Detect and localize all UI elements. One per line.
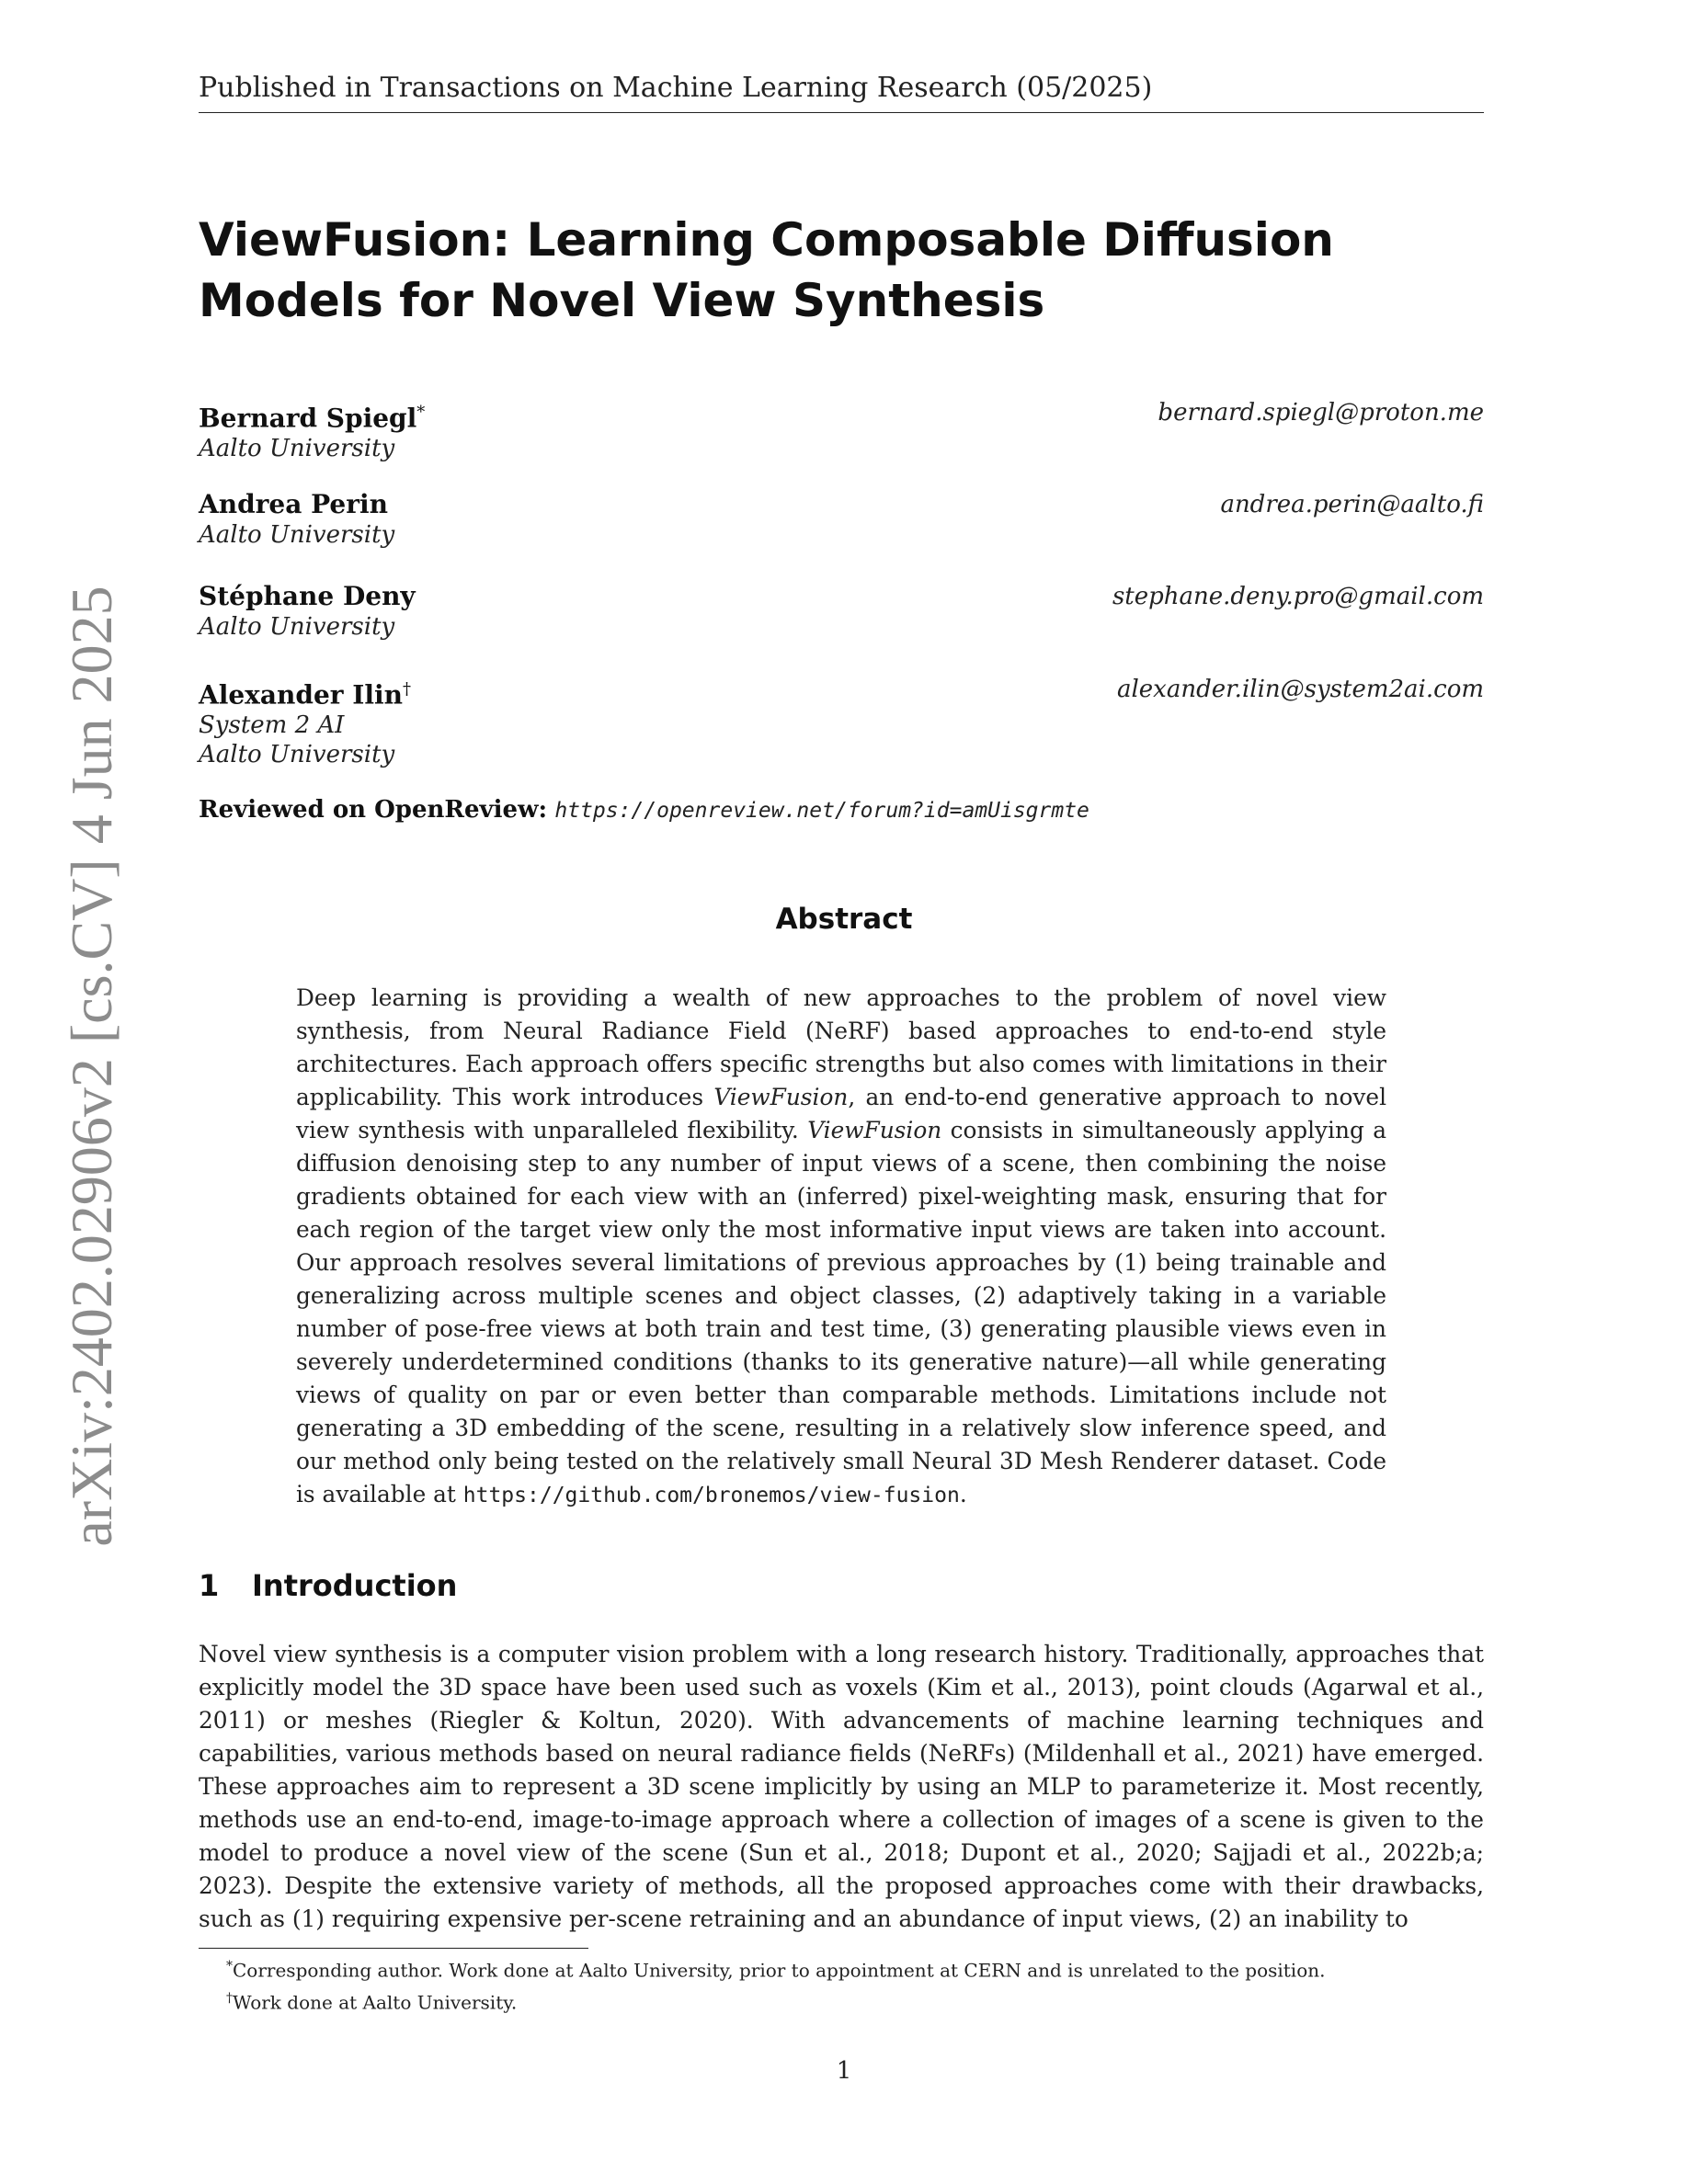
openreview-label: Reviewed on OpenReview: [199, 796, 548, 824]
journal-header: Published in Transactions on Machine Learning Research (05/2025) [199, 72, 1484, 113]
author-email[interactable]: andrea.perin@aalto.fi [1220, 491, 1484, 518]
paper-title: ViewFusion: Learning Composable Diffusion Models for Novel View Synthesis [199, 213, 1334, 327]
section-heading [199, 1568, 457, 1603]
author-name: Stéphane Deny [199, 581, 416, 611]
footnote: †Work done at Aalto University. [226, 1990, 518, 2014]
abstract-text: Deep learning is providing a wealth of new approaches to the problem of novel view synthesis, from Neural Radiance Field (NeRF) based approaches to end-to-end style architectures. Each approach offers specific strengths but also comes with limitations in their applicability. This work introduces ViewFusion, an end-to-end generative approach to novel view synthesis with unparalleled flexibility. ViewFusion consists in simultaneously applying a diffusion denoising step to any number of input views of a scene, then combining the noise gradients obtained for each view with an (inferred) pixel-weighting mask, ensuring that for each region of the target view only the most informative input views are taken into account. Our approach resolves several limitations of previous approaches by (1) being trainable and generalizing across multiple scenes and object classes, (2) adaptively taking in a variable number of pose-free views at both train and test time, (3) generating plausible views even in severely underdetermined conditions (thanks to its generative nature)—all while generating views of quality on par or even better than comparable methods. Limitations include not generating a 3D embedding of the scene, resulting in a relatively slow inference speed, and our method only being tested on the relatively small Neural 3D Mesh Renderer dataset. Code is available at https://github.com/bronemos/view-fusion. [296, 984, 1386, 1507]
author-block [199, 397, 1484, 463]
author-affiliation: Aalto University [199, 613, 395, 641]
method-name: ViewFusion [807, 1117, 942, 1143]
author-block [199, 581, 1484, 642]
author-block [199, 674, 1484, 769]
author-email[interactable]: alexander.ilin@system2ai.com [1116, 676, 1484, 703]
author-affiliation: Aalto University [199, 741, 395, 769]
code-link[interactable]: https://github.com/bronemos/view-fusion [462, 1484, 960, 1507]
openreview-line [199, 796, 1089, 824]
author-name: Andrea Perin [199, 489, 388, 519]
section-number: 1 [199, 1568, 220, 1603]
abstract-heading: Abstract [775, 903, 913, 936]
page-number: 1 [836, 2057, 852, 2085]
author-email[interactable]: bernard.spiegl@proton.me [1158, 399, 1484, 427]
arxiv-stamp: arXiv:2402.02906v2 [cs.CV] 4 Jun 2025 [59, 586, 124, 1547]
author-affiliation: Aalto University [199, 521, 395, 549]
introduction-text: Novel view synthesis is a computer vision problem with a long research history. Traditionally, approaches that explicitly model the 3D space have been used such as voxels (Kim et al., 2013), point clouds (Agarwal et al., 2011) or meshes (Riegler & Koltun, 2020). With advancements of machine learning techniques and capabilities, various methods based on neural radiance fields (NeRFs) (Mildenhall et al., 2021) have emerged. These approaches aim to represent a 3D scene implicitly by using an MLP to parameterize it. Most recently, methods use an end-to-end, image-to-image approach where a collection of images of a scene is given to the model to produce a novel view of the scene (Sun et al., 2018; Dupont et al., 2020; Sajjadi et al., 2022b;a; 2023). Despite the extensive variety of methods, all the proposed approaches come with their drawbacks, such as (1) requiring expensive per-scene retraining and an abundance of input views, (2) an inability to [199, 1641, 1484, 1932]
footnote-rule [199, 1948, 588, 1949]
author-affiliation: Aalto University [199, 435, 395, 463]
openreview-link[interactable]: https://openreview.net/forum?id=amUisgrmte [554, 799, 1089, 823]
method-name: ViewFusion [713, 1084, 849, 1110]
author-name: Bernard Spiegl* [199, 403, 426, 434]
footnote: *Corresponding author. Work done at Aalto University, prior to appointment at CERN and is unrelated to the position. [226, 1959, 1326, 1982]
footnotes [199, 1952, 1484, 2016]
author-block [199, 489, 1484, 550]
author-email[interactable]: stephane.deny.pro@gmail.com [1112, 583, 1484, 610]
author-affiliation: System 2 AI [199, 711, 345, 740]
section-title: Introduction [252, 1568, 458, 1603]
author-name: Alexander Ilin† [199, 679, 411, 711]
